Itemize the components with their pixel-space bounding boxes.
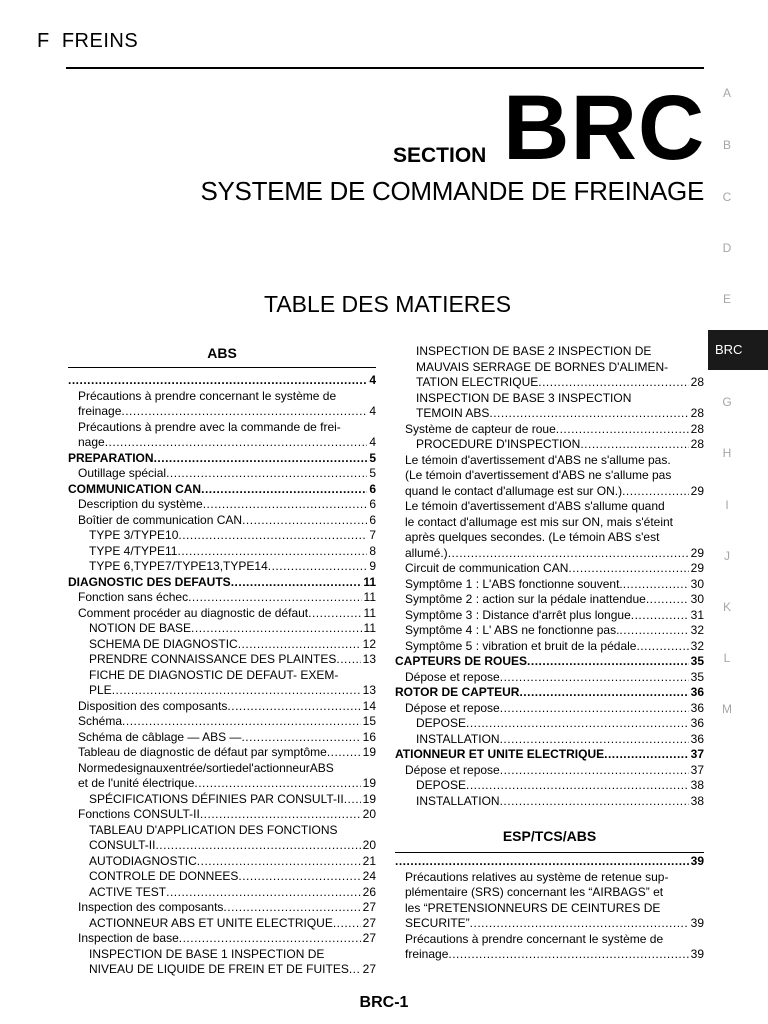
toc-entry-title: Inspection de base	[78, 931, 179, 945]
toc-entry[interactable]	[78, 900, 376, 915]
toc-entry-title: Fonction sans échec	[78, 590, 189, 604]
section-letter: F	[37, 30, 50, 52]
toc-page-number: 15	[362, 714, 376, 728]
toc-dot-leader	[470, 916, 689, 931]
toc-entry-title: Circuit de communication CAN	[405, 561, 569, 575]
toc-page-number: 32	[690, 623, 704, 637]
toc-dot-leader	[327, 745, 361, 760]
toc-entry[interactable]	[416, 437, 704, 452]
toc-entry-title: DEPOSE	[416, 716, 467, 730]
toc-entry-title: Tableau de diagnostic de défaut par symptôme	[78, 745, 327, 759]
toc-entry[interactable]	[89, 559, 376, 574]
section-code: BRC	[503, 77, 706, 179]
toc-page-number: 29	[690, 545, 704, 560]
toc-entry[interactable]	[405, 623, 704, 638]
toc-entry[interactable]	[395, 685, 704, 700]
toc-entry-continued: après quelques secondes. (Le témoin ABS s'est	[405, 530, 660, 544]
toc-page-number: 4	[369, 404, 376, 418]
toc-entry-title: Dépose et repose	[405, 669, 500, 684]
toc-page-number: 6	[369, 481, 376, 496]
toc-dot-leader	[489, 406, 688, 421]
toc-dot-leader	[466, 778, 689, 793]
esp-heading-rule	[395, 852, 704, 853]
toc-entry-title: PRENDRE CONNAISSANCE DES PLAINTES	[89, 652, 337, 666]
toc-dot-leader	[188, 590, 361, 605]
toc-entry[interactable]	[78, 931, 376, 946]
toc-entry-continued: MAUVAIS SERRAGE DE BORNES D'ALIMEN-	[416, 359, 669, 374]
side-index-letter: D	[722, 241, 732, 255]
toc-dot-leader	[166, 466, 367, 481]
toc-dot-leader	[623, 577, 689, 592]
toc-entry-title: ATIONNEUR ET UNITE ELECTRIQUE	[395, 747, 605, 761]
toc-dot-leader	[121, 404, 367, 419]
toc-dot-leader	[227, 699, 360, 714]
toc-dot-leader	[538, 375, 688, 390]
toc-entry-title: ACTIVE TEST	[89, 884, 167, 899]
toc-page-number: 20	[362, 807, 376, 821]
toc-entry[interactable]	[89, 869, 376, 884]
toc-entry-title: Outillage spécial	[78, 466, 167, 480]
toc-entry-title: quand le contact d'allumage est sur ON.)	[405, 483, 623, 498]
toc-entry[interactable]	[405, 670, 704, 685]
toc-dot-leader	[500, 794, 689, 809]
toc-entry[interactable]	[405, 561, 704, 576]
toc-page-number: 19	[362, 791, 376, 806]
toc-page-number: 39	[690, 916, 704, 930]
toc-dot-leader	[223, 900, 360, 915]
abs-heading: ABS	[207, 345, 237, 361]
toc-dot-leader	[201, 482, 367, 497]
side-index-letter: G	[722, 395, 732, 409]
toc-entry-title: Symptôme 1 : L'ABS fonctionne souvent.	[405, 576, 623, 591]
toc-dot-leader	[646, 592, 689, 607]
toc-dot-leader	[197, 854, 361, 869]
toc-entry[interactable]	[89, 838, 376, 853]
toc-dot-leader	[500, 732, 689, 747]
toc-page-number: 36	[690, 716, 704, 730]
toc-entry-title: CAPTEURS DE ROUES	[395, 654, 528, 668]
toc-dot-leader	[241, 730, 360, 745]
toc-page-number: 39	[690, 947, 704, 961]
toc-entry[interactable]	[78, 807, 376, 822]
toc-dot-leader	[177, 544, 367, 559]
toc-entry-title: Symptôme 3 : Distance d'arrêt plus longue	[405, 607, 631, 622]
toc-entry-continued: INSPECTION DE BASE 3 INSPECTION	[416, 390, 632, 405]
toc-entry[interactable]	[405, 763, 704, 778]
toc-entry[interactable]	[405, 577, 704, 592]
toc-page-number: 12	[362, 636, 376, 651]
toc-entry-continued: TABLEAU D'APPLICATION DES FONCTIONS	[89, 822, 338, 837]
toc-dot-leader	[68, 373, 367, 388]
toc-entry[interactable]	[78, 606, 376, 621]
toc-entry[interactable]	[416, 732, 704, 747]
toc-title: TABLE DES MATIERES	[264, 291, 512, 317]
toc-entry[interactable]	[78, 513, 376, 528]
toc-page-number: 27	[362, 962, 376, 976]
side-index-letter: H	[722, 446, 732, 460]
toc-dot-leader	[203, 497, 368, 512]
toc-entry-title: Dépose et repose	[405, 762, 500, 777]
toc-entry[interactable]	[89, 885, 376, 900]
toc-entry[interactable]	[89, 637, 376, 652]
toc-page-number: 27	[362, 915, 376, 930]
toc-entry-continued: FICHE DE DIAGNOSTIC DE DEFAUT- EXEM-	[89, 667, 339, 682]
toc-dot-leader	[580, 437, 688, 452]
toc-entry[interactable]	[78, 590, 376, 605]
header-rule	[66, 67, 704, 69]
toc-entry-title: SPÉCIFICATIONS DÉFINIES PAR CONSULT-II	[89, 791, 344, 806]
toc-dot-leader	[349, 962, 361, 977]
page-number: BRC-1	[359, 994, 409, 1011]
abs-heading-rule	[68, 367, 376, 368]
toc-entry[interactable]	[89, 528, 376, 543]
toc-entry[interactable]	[89, 621, 376, 636]
toc-dot-leader	[200, 807, 361, 822]
toc-page-number: 19	[362, 776, 376, 790]
toc-dot-leader	[604, 747, 689, 762]
toc-entry[interactable]	[405, 422, 704, 437]
toc-page-number: 4	[369, 435, 376, 449]
toc-dot-leader	[166, 885, 361, 900]
toc-entry-continued: Précautions relatives au système de retenue sup-	[405, 869, 669, 884]
side-index-letter: C	[722, 190, 732, 204]
toc-entry-continued: le contact d'allumage est mis sur ON, mais s'éteint	[405, 514, 674, 529]
toc-dot-leader	[636, 639, 688, 654]
toc-entry-title: TYPE 3/TYPE10	[89, 528, 179, 542]
toc-page-number: 14	[362, 698, 376, 713]
toc-dot-leader	[466, 716, 689, 731]
toc-entry-continued: Le témoin d'avertissement d'ABS ne s'allume pas.	[405, 452, 671, 467]
toc-entry[interactable]	[416, 406, 704, 421]
toc-entry-continued: les “PRETENSIONNEURS DE CEINTURES DE	[405, 900, 661, 915]
toc-entry[interactable]	[405, 947, 704, 962]
toc-page-number: 37	[690, 747, 704, 761]
side-index-letter: I	[725, 498, 729, 512]
toc-entry-continued: plémentaire (SRS) concernant les “AIRBAGS” et	[405, 885, 664, 899]
side-index-current: BRC	[708, 330, 768, 370]
toc-entry-title: Comment procéder au diagnostic de défaut	[78, 605, 309, 620]
toc-entry[interactable]	[89, 962, 376, 977]
toc-entry[interactable]	[405, 592, 704, 607]
toc-entry[interactable]	[68, 575, 376, 590]
toc-page-number: 6	[369, 497, 376, 511]
section-label: SECTION	[393, 144, 487, 167]
toc-dot-leader	[268, 559, 368, 574]
toc-entry-continued: Précautions à prendre avec la commande de frei-	[78, 419, 341, 434]
toc-entry-title: TYPE 4/TYPE11	[89, 543, 178, 558]
toc-dot-leader	[333, 916, 361, 931]
toc-entry-title: et de l'unité électrique	[78, 776, 195, 790]
side-index-letter: B	[722, 138, 731, 152]
toc-page-number: 35	[690, 669, 704, 684]
toc-entry[interactable]	[78, 497, 376, 512]
side-index-letter: J	[724, 549, 730, 563]
toc-page-number: 6	[369, 512, 376, 527]
toc-dot-leader	[448, 546, 689, 561]
toc-page-number: 31	[690, 607, 704, 622]
toc-page-number: 7	[369, 528, 376, 542]
toc-entry[interactable]	[78, 435, 376, 450]
toc-entry-title: ACTIONNEUR ABS ET UNITE ELECTRIQUE	[89, 915, 333, 930]
toc-page-number: 28	[690, 421, 704, 436]
toc-entry[interactable]	[416, 716, 704, 731]
toc-page-number: 11	[363, 574, 376, 589]
toc-dot-leader	[619, 623, 688, 638]
section-name: FREINS	[61, 30, 139, 52]
toc-page-number: 28	[690, 406, 704, 420]
toc-dot-leader	[308, 606, 361, 621]
toc-page-number: 30	[690, 592, 704, 606]
toc-entry-title: Système de capteur de roue	[405, 421, 556, 436]
toc-entry[interactable]	[395, 747, 704, 762]
toc-entry-title: ROTOR DE CAPTEUR	[395, 685, 520, 699]
toc-entry-title: INSTALLATION	[416, 731, 500, 746]
toc-page-number: 11	[363, 590, 376, 604]
toc-page-number: 20	[362, 838, 376, 852]
toc-entry-title: Inspection des composants	[78, 900, 224, 914]
toc-page-number: 16	[362, 729, 376, 744]
toc-entry[interactable]	[78, 776, 376, 791]
side-index-letter: A	[722, 86, 731, 100]
toc-entry-title: Fonctions CONSULT-II	[78, 807, 200, 821]
toc-entry[interactable]	[89, 916, 376, 931]
toc-page-number: 26	[362, 884, 376, 899]
toc-dot-leader	[336, 652, 360, 667]
toc-entry-title: AUTODIAGNOSTIC	[89, 853, 197, 868]
toc-entry-title: allumé.)	[405, 545, 448, 560]
toc-entry[interactable]	[89, 652, 376, 667]
toc-page-number: 13	[362, 652, 376, 666]
toc-entry[interactable]	[89, 683, 376, 698]
toc-page-number: 29	[690, 483, 704, 498]
toc-dot-leader	[500, 701, 689, 716]
side-index-letter: K	[722, 600, 731, 614]
toc-page-number: 24	[362, 869, 376, 883]
toc-entry[interactable]	[416, 375, 704, 390]
toc-page-number: 19	[362, 745, 376, 759]
toc-entry-title: Symptôme 5 : vibration et bruit de la pédale	[405, 638, 637, 653]
toc-entry[interactable]	[395, 854, 704, 869]
toc-entry-title: PROCEDURE D'INSPECTION	[416, 437, 581, 451]
toc-entry-title: DEPOSE	[416, 778, 467, 792]
section-header	[37, 30, 138, 53]
section-subtitle: SYSTEME DE COMMANDE DE FREINAGE	[200, 176, 704, 206]
toc-entry[interactable]	[78, 730, 376, 745]
toc-page-number: 37	[690, 762, 704, 777]
toc-entry-continued: Précautions à prendre concernant le système de	[405, 931, 664, 946]
toc-page-number: 36	[690, 731, 704, 746]
toc-entry-title: freinage	[78, 404, 122, 418]
toc-entry-continued: Le témoin d'avertissement d'ABS s'allume quand	[405, 499, 665, 513]
toc-entry[interactable]	[416, 794, 704, 809]
toc-dot-leader	[568, 561, 688, 576]
toc-page-number: 8	[369, 543, 376, 558]
toc-entry[interactable]	[78, 745, 376, 760]
toc-page-number: 4	[369, 373, 376, 387]
toc-page-number: 29	[690, 561, 704, 575]
toc-dot-leader	[344, 792, 361, 807]
toc-entry[interactable]	[405, 484, 704, 499]
toc-page-number: 9	[369, 559, 376, 573]
toc-entry-title: NIVEAU DE LIQUIDE DE FREIN ET DE FUITES	[89, 962, 349, 976]
toc-entry[interactable]	[416, 778, 704, 793]
toc-page-number: 11	[363, 605, 376, 620]
toc-entry-title: CONSULT-II	[89, 838, 156, 852]
toc-entry[interactable]	[405, 701, 704, 716]
toc-entry[interactable]	[78, 466, 376, 481]
toc-entry-title: SCHEMA DE DIAGNOSTIC	[89, 636, 238, 651]
toc-entry-title: freinage	[405, 947, 449, 961]
toc-entry-continued: (Le témoin d'avertissement d'ABS ne s'allume pas	[405, 468, 672, 482]
toc-entry[interactable]	[89, 854, 376, 869]
toc-page-number: 27	[362, 900, 376, 914]
toc-entry-title: PLE	[89, 683, 112, 697]
toc-entry-title: Dépose et repose	[405, 700, 500, 715]
toc-entry[interactable]	[405, 916, 704, 931]
toc-dot-leader	[231, 575, 362, 590]
toc-page-number: 39	[690, 854, 704, 868]
toc-dot-leader	[622, 484, 689, 499]
toc-dot-leader	[395, 854, 689, 869]
toc-page-number: 13	[362, 683, 376, 697]
toc-dot-leader	[500, 670, 689, 685]
toc-dot-leader	[242, 513, 367, 528]
toc-page-number: 36	[690, 685, 704, 699]
toc-entry-title: Disposition des composants	[78, 698, 228, 713]
toc-page-number: 5	[369, 466, 376, 480]
toc-entry[interactable]	[405, 639, 704, 654]
toc-dot-leader	[178, 528, 367, 543]
toc-dot-leader	[238, 869, 360, 884]
toc-page-number: 28	[690, 375, 704, 389]
toc-dot-leader	[631, 608, 689, 623]
toc-page-number: 11	[363, 621, 376, 635]
toc-entry-title: Schéma de câblage — ABS —	[78, 729, 242, 744]
toc-page-number: 5	[369, 450, 376, 465]
toc-dot-leader	[154, 451, 368, 466]
toc-entry-title: TATION ELECTRIQUE	[416, 375, 539, 389]
toc-entry-title: Description du système	[78, 497, 203, 511]
toc-entry[interactable]	[78, 404, 376, 419]
toc-entry-title: SECURITE”	[405, 916, 470, 930]
toc-dot-leader	[519, 685, 688, 700]
toc-dot-leader	[194, 776, 360, 791]
toc-page-number: 35	[690, 654, 704, 668]
toc-entry[interactable]	[68, 482, 376, 497]
toc-entry-continued: INSPECTION DE BASE 2 INSPECTION DE	[416, 344, 652, 358]
toc-entry[interactable]	[68, 451, 376, 466]
toc-entry-continued: INSPECTION DE BASE 1 INSPECTION DE	[89, 946, 325, 961]
toc-page-number: 32	[690, 638, 704, 653]
toc-entry-title: NOTION DE BASE	[89, 621, 192, 635]
toc-dot-leader	[105, 435, 368, 450]
toc-entry[interactable]	[405, 546, 704, 561]
toc-dot-leader	[155, 838, 360, 853]
toc-dot-leader	[112, 683, 361, 698]
toc-entry[interactable]	[78, 714, 376, 729]
toc-entry-title: DIAGNOSTIC DES DEFAUTS	[68, 574, 231, 589]
toc-entry[interactable]	[89, 792, 376, 807]
toc-page-number: 38	[690, 778, 704, 792]
toc-entry[interactable]	[405, 608, 704, 623]
esp-heading: ESP/TCS/ABS	[502, 828, 597, 844]
toc-entry-title: COMMUNICATION CAN	[68, 481, 202, 496]
toc-entry[interactable]	[68, 373, 376, 388]
toc-dot-leader	[448, 947, 688, 962]
toc-entry-title: Boîtier de communication CAN	[78, 512, 243, 527]
toc-entry-title: nage	[78, 435, 105, 449]
toc-page-number: 27	[362, 931, 376, 945]
toc-entry-title: Symptôme 4 : L' ABS ne fonctionne pas.	[405, 623, 620, 637]
toc-dot-leader	[500, 763, 689, 778]
toc-entry[interactable]	[89, 544, 376, 559]
toc-page-number: 36	[690, 700, 704, 715]
toc-entry-title: INSTALLATION	[416, 793, 500, 808]
toc-dot-leader	[527, 654, 689, 669]
toc-entry-title: CONTROLE DE DONNEES	[89, 869, 239, 883]
toc-dot-leader	[179, 931, 361, 946]
toc-entry-title: Symptôme 2 : action sur la pédale inattendue	[405, 592, 646, 606]
toc-entry[interactable]	[78, 699, 376, 714]
toc-page-number: 21	[362, 853, 376, 868]
toc-entry-title: Schéma	[78, 714, 123, 728]
toc-dot-leader	[238, 637, 361, 652]
toc-page-number: 38	[690, 793, 704, 808]
toc-entry-continued: Précautions à prendre concernant le système de	[78, 388, 337, 403]
toc-page-number: 28	[690, 437, 704, 451]
toc-entry-title: TYPE 6,TYPE7/TYPE13,TYPE14	[89, 559, 268, 573]
toc-dot-leader	[191, 621, 362, 636]
toc-entry-title: TEMOIN ABS	[416, 406, 490, 420]
toc-entry-title: PREPARATION	[68, 450, 154, 465]
side-index-letter: L	[723, 651, 731, 665]
side-index-letter: M	[722, 702, 732, 716]
toc-entry-continued: Normedesignauxentrée/sortiedel'actionneurABS	[78, 760, 334, 775]
toc-dot-leader	[122, 714, 361, 729]
side-index-letter: E	[722, 292, 731, 306]
toc-page-number: 30	[690, 576, 704, 591]
toc-dot-leader	[556, 422, 689, 437]
toc-entry[interactable]	[395, 654, 704, 669]
